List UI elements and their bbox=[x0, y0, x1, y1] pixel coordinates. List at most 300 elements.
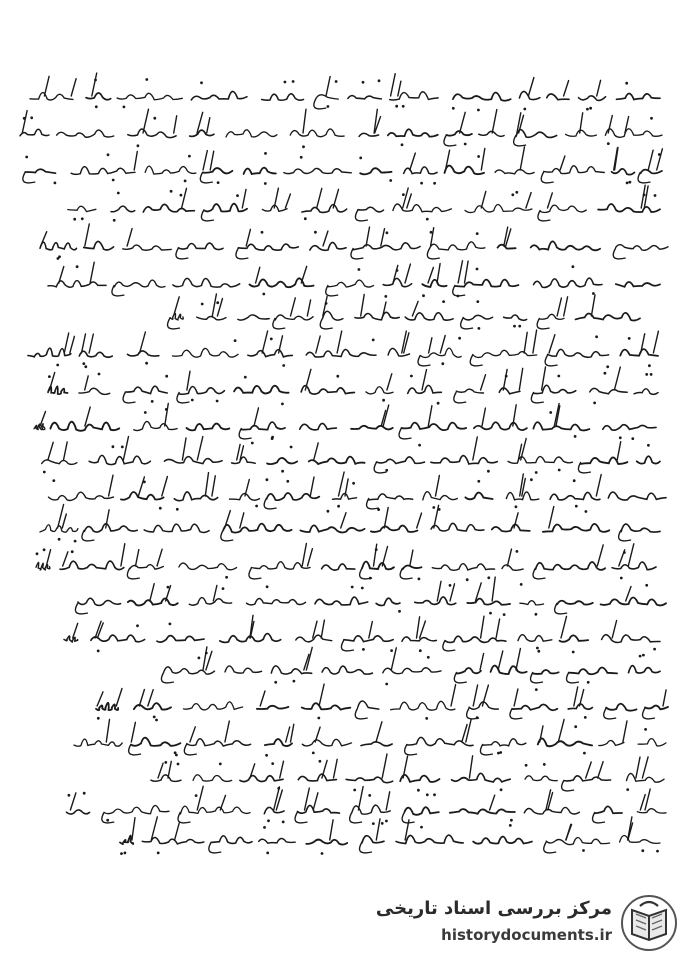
handwritten-stroke bbox=[434, 505, 439, 528]
handwritten-stroke bbox=[436, 476, 440, 497]
handwritten-word bbox=[301, 386, 354, 395]
handwritten-dot bbox=[499, 751, 502, 754]
handwritten-stroke bbox=[480, 654, 484, 671]
handwritten-dot bbox=[372, 822, 375, 825]
handwritten-dot bbox=[83, 792, 86, 795]
handwritten-dot bbox=[537, 650, 540, 653]
handwritten-stroke bbox=[566, 824, 572, 840]
handwriting-line bbox=[49, 472, 667, 511]
handwritten-word bbox=[250, 278, 314, 287]
handwritten-dot bbox=[572, 651, 575, 654]
handwritten-word bbox=[463, 315, 493, 320]
handwritten-stroke bbox=[481, 191, 486, 208]
handwritten-dot bbox=[650, 117, 653, 120]
handwritten-dot bbox=[654, 194, 657, 197]
handwritten-word bbox=[300, 423, 337, 429]
handwriting-line bbox=[36, 544, 656, 582]
handwritten-stroke bbox=[460, 112, 466, 133]
handwritten-stroke bbox=[638, 172, 650, 183]
handwritten-word bbox=[306, 840, 347, 845]
handwritten-dot bbox=[395, 105, 398, 108]
handwritten-dot bbox=[401, 143, 404, 146]
handwritten-dot bbox=[266, 478, 269, 481]
handwritten-word bbox=[353, 243, 420, 250]
handwritten-dot bbox=[124, 852, 127, 855]
handwritten-stroke bbox=[458, 261, 462, 283]
handwritten-stroke bbox=[62, 514, 66, 528]
handwritten-dot bbox=[358, 268, 361, 271]
handwritten-word bbox=[204, 204, 247, 212]
handwritten-stroke bbox=[151, 817, 157, 840]
handwritten-stroke bbox=[369, 622, 373, 638]
handwritten-dot bbox=[263, 826, 266, 829]
handwritten-stroke bbox=[574, 687, 578, 706]
handwritten-stroke bbox=[376, 722, 382, 742]
handwritten-dot bbox=[117, 192, 120, 195]
handwritten-dot bbox=[73, 218, 76, 221]
handwritten-stroke bbox=[242, 189, 246, 208]
handwritten-stroke bbox=[302, 544, 306, 567]
handwritten-word bbox=[430, 242, 485, 250]
handwritten-dot bbox=[244, 376, 247, 379]
handwritten-stroke bbox=[174, 116, 177, 133]
handwritten-word bbox=[315, 597, 368, 605]
handwritten-dot bbox=[157, 852, 160, 855]
handwritten-stroke bbox=[519, 368, 522, 390]
handwritten-word bbox=[467, 599, 510, 605]
handwritten-word bbox=[569, 667, 617, 674]
handwritten-stroke bbox=[393, 265, 398, 283]
handwritten-word bbox=[605, 129, 662, 138]
handwritten-dot bbox=[198, 657, 201, 660]
handwritten-dot bbox=[282, 821, 285, 824]
handwritten-word bbox=[240, 776, 283, 782]
handwritten-stroke bbox=[642, 757, 648, 778]
handwritten-stroke bbox=[341, 640, 353, 651]
handwritten-stroke bbox=[212, 476, 215, 496]
handwritten-stroke bbox=[636, 757, 640, 778]
handwritten-dot bbox=[113, 219, 116, 222]
handwritten-word bbox=[383, 278, 412, 286]
handwritten-word bbox=[134, 421, 177, 430]
handwritten-stroke bbox=[256, 267, 260, 283]
handwritten-stroke bbox=[507, 549, 511, 566]
handwritten-word bbox=[483, 739, 526, 746]
handwritten-dot bbox=[418, 578, 421, 581]
handwritten-word bbox=[181, 806, 251, 814]
handwritten-word bbox=[453, 92, 511, 100]
handwritten-dot bbox=[606, 365, 609, 368]
handwritten-dot bbox=[169, 623, 172, 626]
handwritten-stroke bbox=[617, 442, 621, 460]
handwritten-dot bbox=[176, 508, 179, 511]
handwritten-dot bbox=[261, 231, 264, 234]
handwritten-word bbox=[502, 565, 523, 570]
handwritten-dot bbox=[300, 156, 303, 159]
handwritten-stroke bbox=[132, 818, 135, 840]
handwritten-dot bbox=[402, 193, 405, 196]
handwritten-dot bbox=[274, 681, 277, 684]
handwritten-stroke bbox=[139, 690, 144, 707]
handwritten-stroke bbox=[514, 689, 518, 706]
handwritten-stroke bbox=[533, 330, 537, 353]
handwritten-word bbox=[302, 739, 351, 746]
handwritten-stroke bbox=[97, 692, 103, 706]
handwritten-word bbox=[405, 807, 439, 815]
handwritten-dot bbox=[164, 761, 167, 764]
handwritten-word bbox=[400, 775, 439, 782]
handwriting-line bbox=[34, 403, 656, 440]
handwritten-word bbox=[538, 738, 592, 746]
handwritten-dot bbox=[644, 728, 647, 731]
handwritten-stroke bbox=[648, 150, 653, 170]
handwritten-dot bbox=[378, 79, 381, 82]
handwritten-stroke bbox=[469, 756, 472, 778]
handwritten-dot bbox=[511, 193, 514, 196]
handwritten-word bbox=[66, 810, 89, 814]
handwritten-stroke bbox=[291, 298, 296, 316]
handwritten-dot bbox=[48, 375, 51, 378]
handwritten-word bbox=[190, 130, 214, 136]
handwritten-dot bbox=[84, 365, 87, 368]
handwritten-dot bbox=[426, 218, 429, 221]
handwritten-stroke bbox=[89, 334, 93, 353]
handwritten-stroke bbox=[524, 332, 527, 353]
handwritten-stroke bbox=[246, 229, 250, 246]
handwritten-word bbox=[179, 387, 224, 395]
handwritten-dot bbox=[304, 217, 307, 220]
handwritten-stroke bbox=[334, 759, 338, 778]
handwritten-dot bbox=[585, 510, 588, 513]
handwritten-word bbox=[42, 460, 77, 464]
handwritten-stroke bbox=[407, 194, 412, 208]
handwritten-stroke bbox=[549, 507, 554, 529]
handwritten-stroke bbox=[138, 477, 144, 496]
handwritten-stroke bbox=[360, 842, 372, 853]
handwritten-dot bbox=[375, 548, 378, 551]
handwritten-dot bbox=[25, 156, 28, 159]
handwritten-dot bbox=[270, 338, 273, 341]
archive-watermark bbox=[375, 892, 678, 954]
handwritten-stroke bbox=[148, 690, 153, 706]
handwritten-stroke bbox=[203, 151, 207, 170]
handwritten-word bbox=[525, 776, 557, 781]
handwritten-word bbox=[390, 92, 439, 100]
handwritten-dot bbox=[121, 446, 124, 449]
handwritten-stroke bbox=[400, 568, 412, 579]
handwritten-stroke bbox=[465, 261, 469, 283]
handwritten-word bbox=[84, 524, 137, 532]
handwritten-word bbox=[620, 349, 658, 356]
handwritten-dot bbox=[536, 647, 539, 650]
handwritten-word bbox=[290, 129, 344, 137]
handwriting-line bbox=[23, 147, 663, 185]
handwritten-dot bbox=[452, 107, 455, 110]
handwriting-line bbox=[161, 647, 660, 685]
handwritten-stroke bbox=[64, 442, 68, 460]
handwritten-stroke bbox=[405, 264, 410, 283]
handwritten-dot bbox=[645, 373, 648, 376]
handwritten-word bbox=[310, 242, 346, 250]
handwritten-dot bbox=[151, 400, 154, 403]
handwritten-stroke bbox=[127, 568, 139, 579]
handwritten-dot bbox=[314, 231, 317, 234]
handwritten-stroke bbox=[112, 285, 124, 296]
handwritten-word bbox=[64, 636, 78, 642]
handwritten-word bbox=[598, 204, 660, 212]
handwritten-stroke bbox=[85, 224, 90, 246]
handwritten-dot bbox=[441, 362, 444, 365]
handwritten-word bbox=[560, 635, 589, 641]
handwritten-stroke bbox=[381, 229, 385, 246]
handwritten-stroke bbox=[417, 617, 420, 638]
handwritten-stroke bbox=[321, 620, 324, 638]
handwritten-dot bbox=[389, 179, 392, 182]
handwritten-dot bbox=[54, 182, 57, 185]
handwritten-word bbox=[533, 422, 589, 430]
handwritten-dot bbox=[476, 232, 479, 235]
handwritten-dot bbox=[589, 107, 592, 110]
handwritten-word bbox=[322, 564, 355, 570]
handwritten-stroke bbox=[384, 507, 388, 528]
handwritten-dot bbox=[586, 108, 589, 111]
handwritten-word bbox=[603, 425, 656, 431]
handwritten-stroke bbox=[92, 73, 97, 96]
handwritten-stroke bbox=[466, 720, 471, 743]
handwritten-stroke bbox=[308, 549, 313, 566]
handwritten-word bbox=[36, 562, 50, 570]
handwritten-dot bbox=[402, 105, 405, 108]
handwritten-word bbox=[225, 666, 262, 673]
handwritten-dot bbox=[587, 681, 590, 684]
handwritten-stroke bbox=[140, 332, 146, 353]
handwritten-word bbox=[172, 348, 238, 357]
handwritten-stroke bbox=[274, 787, 280, 810]
handwritten-dot bbox=[351, 586, 354, 589]
handwritten-word bbox=[242, 422, 285, 430]
handwriting-line bbox=[74, 719, 666, 756]
handwritten-stroke bbox=[387, 374, 392, 390]
handwritten-dot bbox=[645, 584, 648, 587]
handwritten-word bbox=[302, 205, 347, 213]
handwritten-stroke bbox=[428, 406, 432, 426]
handwritten-word bbox=[203, 168, 233, 173]
handwritten-stroke bbox=[623, 721, 627, 742]
handwritten-dot bbox=[262, 293, 265, 296]
handwritten-word bbox=[262, 94, 304, 100]
handwritten-dot bbox=[225, 576, 228, 579]
handwritten-word bbox=[445, 166, 485, 175]
handwritten-word bbox=[309, 457, 365, 464]
handwritten-stroke bbox=[291, 724, 294, 742]
handwritten-dot bbox=[628, 337, 631, 340]
handwritten-dot bbox=[281, 470, 284, 473]
handwritten-stroke bbox=[619, 530, 631, 541]
handwritten-dot bbox=[159, 507, 162, 510]
handwritten-dot bbox=[592, 292, 595, 295]
handwritten-stroke bbox=[417, 513, 422, 528]
handwritten-dot bbox=[626, 788, 629, 791]
handwritten-dot bbox=[293, 680, 296, 683]
handwritten-dot bbox=[639, 655, 642, 658]
handwritten-word bbox=[84, 241, 114, 250]
handwritten-dot bbox=[271, 762, 274, 765]
archive-url[interactable]: historydocuments.ir bbox=[441, 926, 612, 944]
handwritten-dot bbox=[76, 265, 79, 268]
handwritten-dot bbox=[487, 576, 490, 579]
handwritten-stroke bbox=[382, 754, 387, 778]
handwritten-stroke bbox=[444, 135, 456, 146]
handwritten-stroke bbox=[345, 479, 348, 496]
handwritten-word bbox=[184, 702, 243, 710]
handwritten-dot bbox=[384, 295, 387, 298]
handwritten-word bbox=[637, 809, 666, 813]
handwritten-dot bbox=[427, 656, 430, 659]
handwritten-word bbox=[86, 93, 111, 100]
handwritten-stroke bbox=[663, 690, 666, 706]
handwritten-word bbox=[247, 599, 306, 605]
handwritten-dot bbox=[500, 788, 503, 791]
handwritten-dot bbox=[390, 649, 393, 652]
handwritten-stroke bbox=[225, 721, 229, 742]
handwritten-dot bbox=[516, 550, 519, 553]
handwriting-line bbox=[64, 615, 660, 653]
handwritten-stroke bbox=[557, 298, 561, 316]
handwritten-stroke bbox=[492, 110, 497, 133]
handwritten-stroke bbox=[157, 549, 162, 566]
handwritten-stroke bbox=[240, 513, 244, 528]
handwritten-stroke bbox=[473, 437, 478, 460]
handwritten-word bbox=[96, 703, 118, 710]
handwritten-dot bbox=[180, 194, 183, 197]
handwritten-dot bbox=[437, 402, 440, 405]
handwritten-stroke bbox=[440, 336, 445, 354]
handwritten-word bbox=[479, 131, 504, 136]
handwritten-dot bbox=[265, 754, 268, 757]
handwritten-word bbox=[576, 313, 641, 321]
handwritten-stroke bbox=[136, 550, 139, 566]
handwritten-dot bbox=[362, 648, 365, 651]
handwritten-stroke bbox=[410, 550, 413, 566]
handwritten-stroke bbox=[207, 118, 210, 133]
handwritten-dot bbox=[464, 143, 467, 146]
handwriting-line bbox=[42, 437, 660, 474]
handwritten-word bbox=[456, 389, 483, 393]
handwritten-dot bbox=[458, 337, 461, 340]
handwritten-dot bbox=[112, 179, 115, 182]
handwritten-word bbox=[423, 492, 458, 500]
handwritten-dot bbox=[525, 764, 528, 767]
handwritten-word bbox=[491, 666, 527, 674]
handwritten-word bbox=[20, 129, 49, 136]
handwritten-stroke bbox=[314, 443, 319, 460]
handwritten-word bbox=[248, 350, 292, 357]
handwritten-stroke bbox=[274, 188, 278, 208]
handwritten-dot bbox=[236, 194, 239, 197]
handwritten-stroke bbox=[437, 264, 440, 283]
handwritten-dot bbox=[106, 819, 109, 822]
handwritten-dot bbox=[352, 482, 355, 485]
handwritten-word bbox=[465, 204, 532, 212]
handwritten-word bbox=[362, 562, 394, 570]
handwritten-word bbox=[388, 348, 409, 356]
handwritten-word bbox=[91, 635, 145, 642]
handwritten-stroke bbox=[178, 812, 190, 823]
handwritten-dot bbox=[36, 552, 39, 555]
handwriting-line bbox=[28, 330, 658, 368]
handwritten-stroke bbox=[116, 689, 122, 707]
handwritten-stroke bbox=[70, 793, 76, 810]
handwritten-word bbox=[606, 704, 636, 711]
handwritten-stroke bbox=[398, 81, 401, 96]
handwritten-dot bbox=[319, 760, 322, 763]
handwritten-word bbox=[197, 316, 226, 319]
handwritten-stroke bbox=[313, 793, 318, 810]
handwritten-word bbox=[328, 280, 373, 287]
handwritten-dot bbox=[515, 505, 518, 508]
handwritten-dot bbox=[321, 852, 324, 855]
handwritten-word bbox=[298, 805, 340, 813]
handwritten-stroke bbox=[127, 229, 132, 246]
handwriting-line bbox=[96, 684, 668, 721]
handwritten-dot bbox=[336, 375, 339, 378]
handwritten-dot bbox=[188, 155, 191, 158]
handwritten-stroke bbox=[307, 300, 310, 316]
handwritten-dot bbox=[425, 717, 428, 720]
handwritten-dot bbox=[284, 81, 287, 84]
handwritten-stroke bbox=[317, 188, 322, 208]
handwritten-stroke bbox=[496, 619, 500, 638]
handwritten-dot bbox=[430, 231, 433, 234]
handwritten-stroke bbox=[23, 172, 35, 183]
handwritten-word bbox=[131, 738, 180, 746]
handwritten-dot bbox=[97, 717, 100, 720]
handwritten-stroke bbox=[217, 299, 222, 317]
handwritten-dot bbox=[518, 325, 521, 328]
handwritten-stroke bbox=[310, 477, 314, 496]
handwritten-dot bbox=[650, 373, 653, 376]
handwritten-dot bbox=[219, 763, 222, 766]
handwriting-line bbox=[30, 73, 660, 111]
handwritten-dot bbox=[251, 442, 254, 445]
handwritten-dot bbox=[217, 181, 220, 184]
handwritten-word bbox=[408, 385, 442, 393]
handwritten-word bbox=[170, 313, 183, 320]
handwritten-dot bbox=[216, 400, 219, 403]
handwritten-word bbox=[114, 280, 164, 287]
handwritten-dot bbox=[535, 613, 538, 616]
handwritten-word bbox=[362, 836, 384, 843]
handwritten-word bbox=[457, 668, 481, 673]
handwritten-stroke bbox=[555, 603, 567, 614]
handwriting-line bbox=[66, 786, 666, 823]
handwritten-dot bbox=[619, 436, 622, 439]
handwritten-stroke bbox=[361, 295, 365, 317]
handwritten-stroke bbox=[121, 544, 125, 566]
handwritten-word bbox=[499, 388, 520, 394]
handwritten-stroke bbox=[197, 437, 203, 460]
handwritten-dot bbox=[361, 587, 364, 590]
book-emblem-icon bbox=[620, 894, 678, 952]
handwritten-word bbox=[546, 838, 609, 845]
handwritten-dot bbox=[631, 437, 634, 440]
handwritten-dot bbox=[74, 540, 77, 543]
handwritten-word bbox=[531, 241, 600, 250]
handwritten-word bbox=[599, 741, 624, 746]
handwritten-word bbox=[403, 565, 422, 569]
handwritten-stroke bbox=[150, 584, 154, 601]
handwritten-dot bbox=[317, 717, 320, 720]
